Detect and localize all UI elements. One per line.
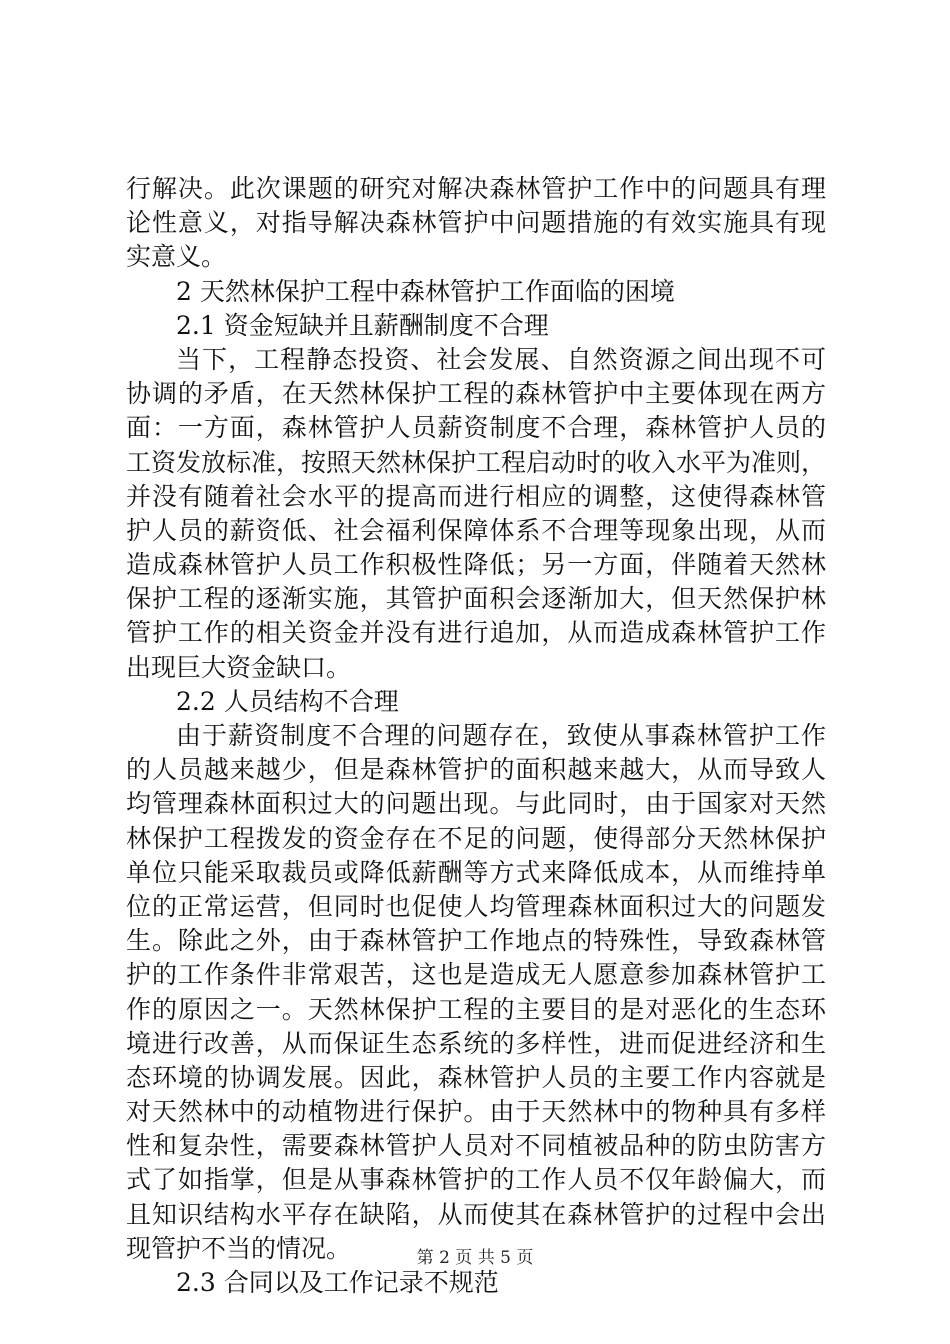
paragraph-line: 由于薪资制度不合理的问题存在，致使从事森林管护工作 [176, 721, 826, 750]
paragraph-line: 当下，工程静态投资、社会发展、自然资源之间出现不可 [176, 344, 826, 374]
paragraph-line: 均管理森林面积过大的问题出现。与此同时，由于国家对天然 [126, 789, 826, 819]
section-heading: 2.2 人员结构不合理 [176, 686, 399, 716]
paragraph-line: 论性意义，对指导解决森林管护中问题措施的有效实施具有现 [126, 208, 826, 238]
paragraph-line: 林保护工程拨发的资金存在不足的问题，使得部分天然林保护 [126, 823, 826, 853]
paragraph-line: 并没有随着社会水平的提高而进行相应的调整，这使得森林管 [126, 481, 826, 511]
paragraph-line: 现管护不当的情况。 [126, 1233, 352, 1263]
section-heading: 2 天然林保护工程中森林管护工作面临的困境 [176, 276, 675, 306]
paragraph-line: 造成森林管护人员工作积极性降低；另一方面，伴随着天然林 [126, 550, 826, 580]
paragraph-line: 式了如指掌，但是从事森林管护的工作人员不仅年龄偏大，而 [126, 1165, 826, 1195]
section-heading: 2.3 合同以及工作记录不规范 [176, 1268, 499, 1297]
paragraph-line: 作的原因之一。天然林保护工程的主要目的是对恶化的生态环 [126, 994, 826, 1024]
paragraph-line: 护的工作条件非常艰苦，这也是造成无人愿意参加森林管护工 [126, 960, 826, 990]
paragraph-line: 性和复杂性，需要森林管护人员对不同植被品种的防虫防害方 [126, 1131, 826, 1161]
paragraph-line: 工资发放标准，按照天然林保护工程启动时的收入水平为准则， [126, 447, 827, 477]
paragraph-line: 保护工程的逐渐实施，其管护面积会逐渐加大，但天然保护林 [126, 584, 826, 614]
paragraph-line: 且知识结构水平存在缺陷，从而使其在森林管护的过程中会出 [126, 1199, 826, 1229]
paragraph-line: 管护工作的相关资金并没有进行追加，从而造成森林管护工作 [126, 618, 826, 648]
page-footer: 第 2 页 共 5 页 [416, 1248, 534, 1268]
paragraph-line: 面：一方面，森林管护人员薪资制度不合理，森林管护人员的 [126, 413, 826, 443]
paragraph-line: 的人员越来越少，但是森林管护的面积越来越大，从而导致人 [126, 755, 826, 785]
paragraph-line: 协调的矛盾，在天然林保护工程的森林管护中主要体现在两方 [126, 379, 826, 409]
paragraph-line: 位的正常运营，但同时也促使人均管理森林面积过大的问题发 [126, 891, 826, 921]
paragraph-line: 单位只能采取裁员或降低薪酬等方式来降低成本，从而维持单 [126, 857, 826, 887]
paragraph-line: 护人员的薪资低、社会福利保障体系不合理等现象出现，从而 [126, 515, 826, 545]
paragraph-line: 实意义。 [126, 242, 227, 272]
paragraph-line: 出现巨大资金缺口。 [126, 652, 352, 682]
section-heading: 2.1 资金短缺并且薪酬制度不合理 [176, 310, 549, 340]
paragraph-line: 对天然林中的动植物进行保护。由于天然林中的物种具有多样 [126, 1097, 826, 1127]
document-body [126, 172, 826, 1300]
paragraph-line: 生。除此之外，由于森林管护工作地点的特殊性，导致森林管 [126, 926, 826, 956]
paragraph-line: 境进行改善，从而保证生态系统的多样性，进而促进经济和生 [126, 1028, 826, 1058]
paragraph-line: 行解决。此次课题的研究对解决森林管护工作中的问题具有理 [126, 174, 826, 203]
paragraph-line: 态环境的协调发展。因此，森林管护人员的主要工作内容就是 [126, 1062, 826, 1092]
